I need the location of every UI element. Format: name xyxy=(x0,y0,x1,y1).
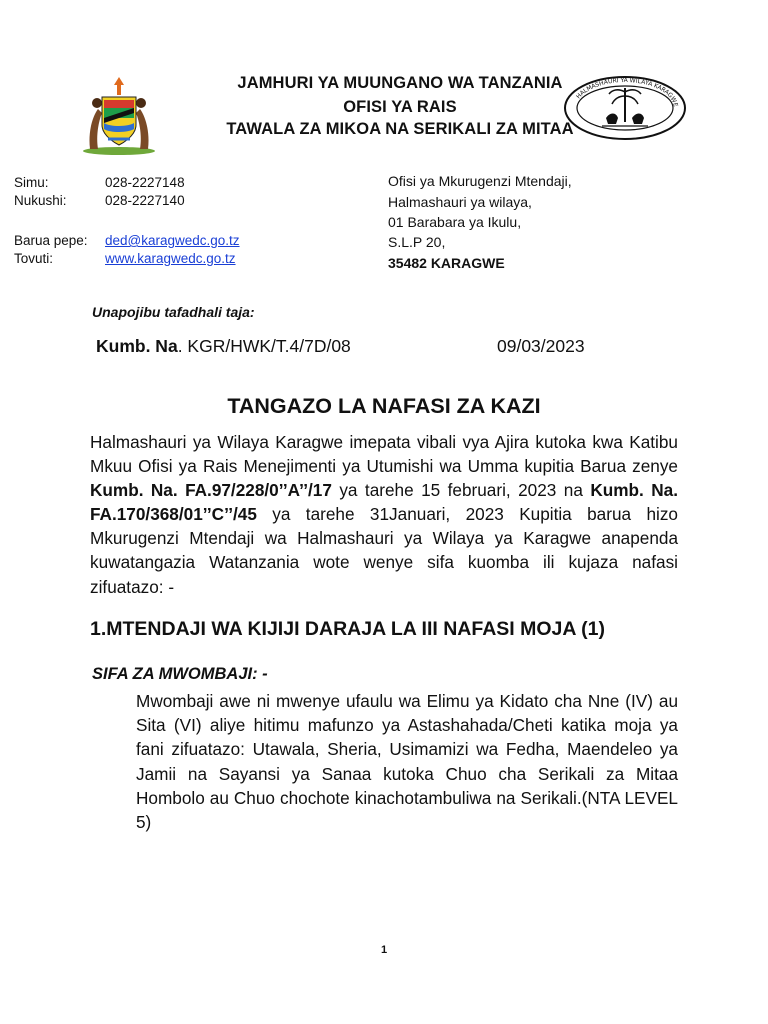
header-line-2: OFISI YA RAIS xyxy=(343,98,457,116)
phone-value: 028-2227148 xyxy=(105,175,185,190)
reference-note: Unapojibu tafadhali taja: xyxy=(92,304,255,320)
requirements-heading: SIFA ZA MWOMBAJI: - xyxy=(92,665,268,683)
council-logo-text: HALMASHAURI YA WILAYA KARAGWE xyxy=(575,76,679,108)
email-label: Barua pepe: xyxy=(14,233,88,248)
reference-label: Kumb. Na xyxy=(96,336,178,356)
reference-number xyxy=(96,336,351,357)
letter-date: 09/03/2023 xyxy=(497,336,585,356)
fax-value: 028-2227140 xyxy=(105,193,185,208)
address-line-2: Halmashauri ya wilaya, xyxy=(388,194,532,210)
address-line-3: 01 Barabara ya Ikulu, xyxy=(388,214,522,230)
requirements-text: Mwombaji awe ni mwenye ufaulu wa Elimu ya Kidato cha Nne (IV) au Sita (VI) aliye hitimu mafunzo ya Astashahada/Cheti katika moja ya fani zifuatazo: Utawala, Sheria, Usimamizi wa Fedha, Maendeleo ya Jamii na Sayansi ya Sanaa kutoka Chuo cha Serikali za Mitaa Hombolo au Chuo chochote kinachotambuliwa na Serikali.(NTA LEVEL 5) xyxy=(136,691,678,833)
address-line-1: Ofisi ya Mkurugenzi Mtendaji, xyxy=(388,173,572,189)
tanzania-coat-of-arms-icon xyxy=(80,73,158,155)
intro-part-1: Halmashauri ya Wilaya Karagwe imepata vibali vya Ajira kutoka kwa Katibu Mkuu Ofisi ya Rais Menejimenti ya Utumishi wa Umma kupitia Barua zenye xyxy=(90,432,678,477)
intro-part-3: ya tarehe 31Januari, 2023 Kupitia barua hizo Mkurugenzi Mtendaji wa Halmashauri ya Wilaya ya Karagwe anapenda kuwatangazia Watanzania wote wenye sifa kuomba ili kujaza nafasi zifuatazo: - xyxy=(90,504,678,597)
position-heading: 1.MTENDAJI WA KIJIJI DARAJA LA III NAFASI MOJA (1) xyxy=(90,618,605,640)
address-line-4: S.L.P 20, xyxy=(388,234,446,250)
website-link[interactable]: www.karagwedc.go.tz xyxy=(105,251,236,266)
page-title: TANGAZO LA NAFASI ZA KAZI xyxy=(227,394,541,418)
intro-ref-2: Kumb. Na. FA.170/368/01’’C’’/45 xyxy=(90,480,678,525)
header-line-1: JAMHURI YA MUUNGANO WA TANZANIA xyxy=(237,74,563,92)
email-link[interactable]: ded@karagwedc.go.tz xyxy=(105,233,240,248)
header-line-3: TAWALA ZA MIKOA NA SERIKALI ZA MITAA xyxy=(226,120,574,138)
address-line-5: 35482 KARAGWE xyxy=(388,255,505,271)
page-number: 1 xyxy=(380,944,388,956)
intro-paragraph xyxy=(90,430,678,599)
fax-label: Nukushi: xyxy=(14,193,67,208)
intro-ref-1: Kumb. Na. FA.97/228/0’’A’’/17 xyxy=(90,480,332,501)
phone-label: Simu: xyxy=(14,175,49,190)
website-label: Tovuti: xyxy=(14,251,54,266)
reference-value: . KGR/HWK/T.4/7D/08 xyxy=(177,336,351,356)
intro-part-2: ya tarehe 15 februari, 2023 na xyxy=(331,480,591,501)
